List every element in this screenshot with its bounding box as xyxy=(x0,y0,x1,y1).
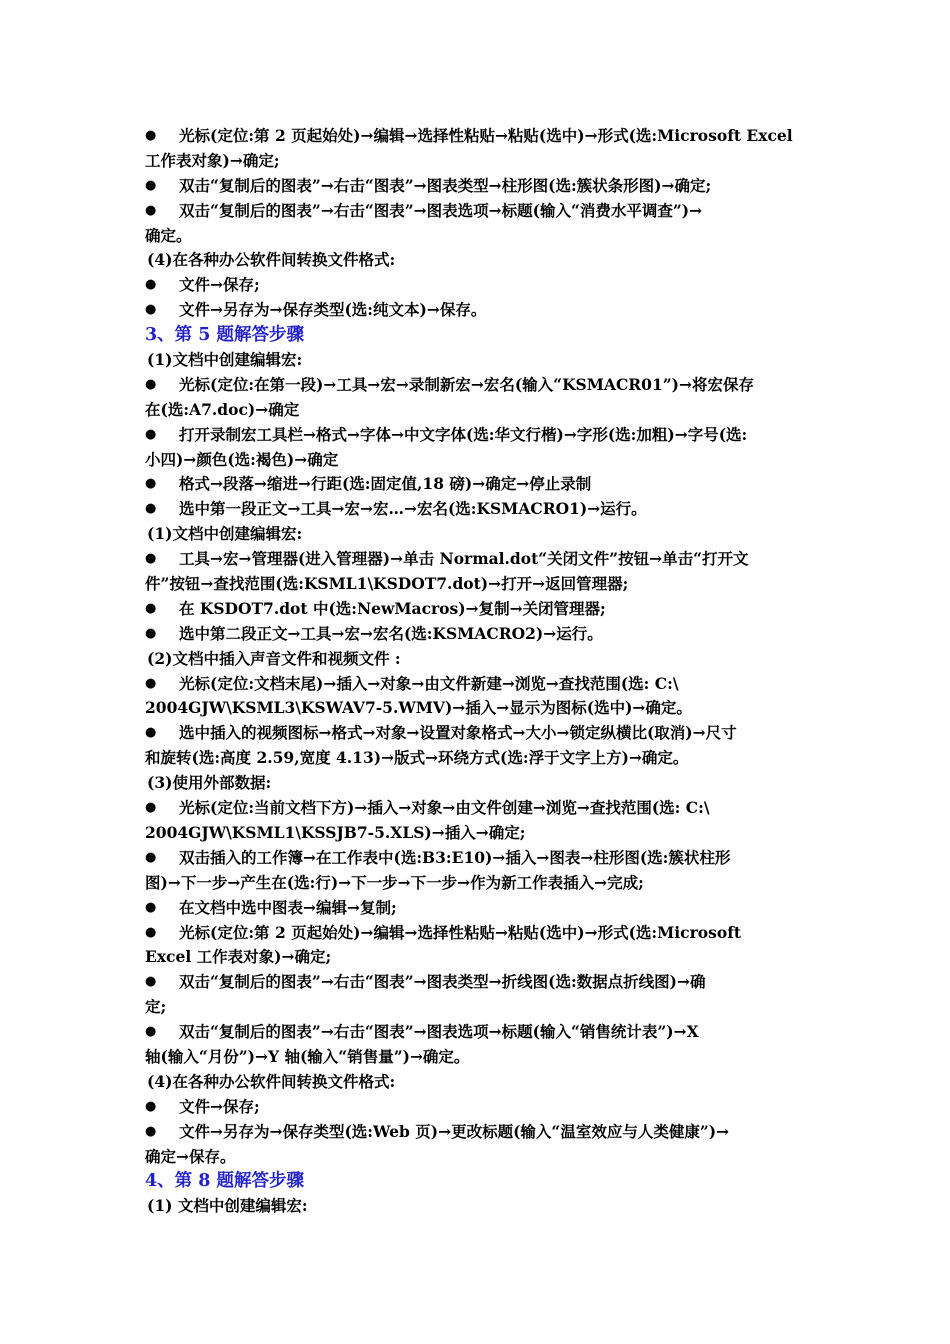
bullet-item xyxy=(145,1095,807,1120)
bullet-icon: ● xyxy=(145,974,157,990)
continuation-line: 和旋转(选:高度 2.59,宽度 4.13)→版式→环绕方式(选:浮于文字上方)→确定。 xyxy=(145,748,689,768)
continuation-line: Excel 工作表对象)→确定; xyxy=(145,947,332,967)
continuation-line: 在(选:A7.doc)→确定 xyxy=(145,399,300,419)
bullet-item xyxy=(145,970,807,995)
bullet-item xyxy=(145,672,807,697)
bullet-item xyxy=(145,846,807,871)
bullet-item xyxy=(145,721,807,746)
bullet-item xyxy=(145,373,807,398)
bullet-icon: ● xyxy=(145,501,157,517)
continuation-line: 工作表对象)→确定; xyxy=(145,150,280,170)
bullet-item xyxy=(145,896,807,921)
sub-heading: (1)文档中创建编辑宏: xyxy=(147,524,303,544)
bullet-text: 打开录制宏工具栏→格式→字体→中文字体(选:华文行楷)→字形(选:加粗)→字号(选: xyxy=(179,424,748,444)
bullet-icon: ● xyxy=(145,177,157,193)
bullet-text: 光标(定位:文档末尾)→插入→对象→由文件新建→浏览→查找范围(选: C:\ xyxy=(179,673,679,693)
bullet-icon: ● xyxy=(145,899,157,915)
bullet-icon: ● xyxy=(145,600,157,616)
bullet-icon: ● xyxy=(145,302,157,318)
bullet-item xyxy=(145,273,807,298)
bullet-item xyxy=(145,622,807,647)
bullet-item xyxy=(145,423,807,448)
bullet-icon: ● xyxy=(145,376,157,392)
bullet-item xyxy=(145,921,807,946)
bullet-item xyxy=(145,1120,807,1145)
bullet-text: 在 KSDOT7.dot 中(选:NewMacros)→复制→关闭管理器; xyxy=(179,598,606,618)
bullet-text: 文件→另存为→保存类型(选:纯文本)→保存。 xyxy=(179,300,487,320)
bullet-text: 双击“复制后的图表”→右击“图表”→图表类型→折线图(选:数据点折线图)→确 xyxy=(179,972,706,992)
bullet-item xyxy=(145,199,807,224)
bullet-item xyxy=(145,547,807,572)
bullet-icon: ● xyxy=(145,1098,157,1114)
bullet-icon: ● xyxy=(145,800,157,816)
bullet-text: 双击“复制后的图表”→右击“图表”→图表选项→标题(输入“销售统计表”)→X xyxy=(179,1022,699,1042)
bullet-icon: ● xyxy=(145,551,157,567)
continuation-line: 确定→保存。 xyxy=(145,1146,236,1166)
continuation-line: 件”按钮→查找范围(选:KSML1\KSDOT7.dot)→打开→返回管理器; xyxy=(145,574,629,594)
bullet-text: 在文档中选中图表→编辑→复制; xyxy=(179,897,397,917)
bullet-text: 文件→保存; xyxy=(179,1096,260,1116)
bullet-text: 双击插入的工作簿→在工作表中(选:B3:E10)→插入→图表→柱形图(选:簇状柱形 xyxy=(179,847,731,867)
bullet-icon: ● xyxy=(145,128,157,143)
bullet-icon: ● xyxy=(145,625,157,641)
bullet-text: 双击“复制后的图表”→右击“图表”→图表类型→柱形图(选:簇状条形图)→确定; xyxy=(179,175,712,195)
bullet-text: 选中插入的视频图标→格式→对象→设置对象格式→大小→锁定纵横比(取消)→尺寸 xyxy=(179,723,737,743)
bullet-text: 文件→另存为→保存类型(选:Web 页)→更改标题(输入“温室效应与人类健康”)→ xyxy=(179,1121,730,1141)
bullet-item xyxy=(145,597,807,622)
bullet-item xyxy=(145,497,807,522)
bullet-icon: ● xyxy=(145,849,157,865)
bullet-text: 选中第二段正文→工具→宏→宏名(选:KSMACRO2)→运行。 xyxy=(179,623,603,643)
continuation-line: 图)→下一步→产生在(选:行)→下一步→下一步→作为新工作表插入→完成; xyxy=(145,872,644,892)
bullet-text: 工具→宏→管理器(进入管理器)→单击 Normal.dot“关闭文件”按钮→单击“打开文 xyxy=(179,549,749,569)
sub-heading: (1)文档中创建编辑宏: xyxy=(147,350,303,370)
continuation-line: 2004GJW\KSML3\KSWAV7-5.WMV)→插入→显示为图标(选中)→确定。 xyxy=(145,698,692,718)
sub-heading: (4)在各种办公软件间转换文件格式: xyxy=(147,250,396,270)
continuation-line: 轴(输入“月份”)→Y 轴(输入“销售量”)→确定。 xyxy=(145,1046,470,1066)
bullet-icon: ● xyxy=(145,277,157,293)
bullet-text: 光标(定位:第 2 页起始处)→编辑→选择性粘贴→粘贴(选中)→形式(选:Microsoft xyxy=(179,922,742,942)
bullet-item xyxy=(145,124,807,149)
sub-heading: (3)使用外部数据: xyxy=(147,773,272,793)
document-body xyxy=(145,124,807,1219)
bullet-item xyxy=(145,298,807,323)
bullet-item xyxy=(145,472,807,497)
section-heading: 3、第 5 题解答步骤 xyxy=(145,325,305,346)
bullet-text: 选中第一段正文→工具→宏→宏…→宏名(选:KSMACRO1)→运行。 xyxy=(179,499,647,519)
section-heading: 4、第 8 题解答步骤 xyxy=(145,1171,305,1192)
bullet-icon: ● xyxy=(145,924,157,940)
bullet-icon: ● xyxy=(145,675,157,691)
bullet-text: 光标(定位:第 2 页起始处)→编辑→选择性粘贴→粘贴(选中)→形式(选:Microsoft Excel xyxy=(179,126,793,145)
continuation-line: 定; xyxy=(145,997,167,1017)
bullet-text: 文件→保存; xyxy=(179,275,260,295)
continuation-line: 确定。 xyxy=(145,225,192,245)
sub-heading: (4)在各种办公软件间转换文件格式: xyxy=(147,1071,396,1091)
bullet-icon: ● xyxy=(145,1024,157,1040)
bullet-icon: ● xyxy=(145,426,157,442)
bullet-item xyxy=(145,174,807,199)
bullet-item xyxy=(145,796,807,821)
bullet-text: 光标(定位:在第一段)→工具→宏→录制新宏→宏名(输入“KSMACR01”)→将宏保存 xyxy=(179,374,754,394)
continuation-line: 2004GJW\KSML1\KSSJB7-5.XLS)→插入→确定; xyxy=(145,822,526,842)
sub-heading: (2)文档中插入声音文件和视频文件 : xyxy=(147,648,401,668)
bullet-icon: ● xyxy=(145,476,157,492)
bullet-text: 双击“复制后的图表”→右击“图表”→图表选项→标题(输入“消费水平调查”)→ xyxy=(179,200,703,220)
sub-heading: (1) 文档中创建编辑宏: xyxy=(147,1196,308,1216)
bullet-icon: ● xyxy=(145,725,157,741)
bullet-icon: ● xyxy=(145,202,157,218)
bullet-text: 光标(定位:当前文档下方)→插入→对象→由文件创建→浏览→查找范围(选: C:\ xyxy=(179,798,710,818)
bullet-text: 格式→段落→缩进→行距(选:固定值,18 磅)→确定→停止录制 xyxy=(179,474,592,494)
bullet-item xyxy=(145,1020,807,1045)
continuation-line: 小四)→颜色(选:褐色)→确定 xyxy=(145,449,339,469)
bullet-icon: ● xyxy=(145,1123,157,1139)
